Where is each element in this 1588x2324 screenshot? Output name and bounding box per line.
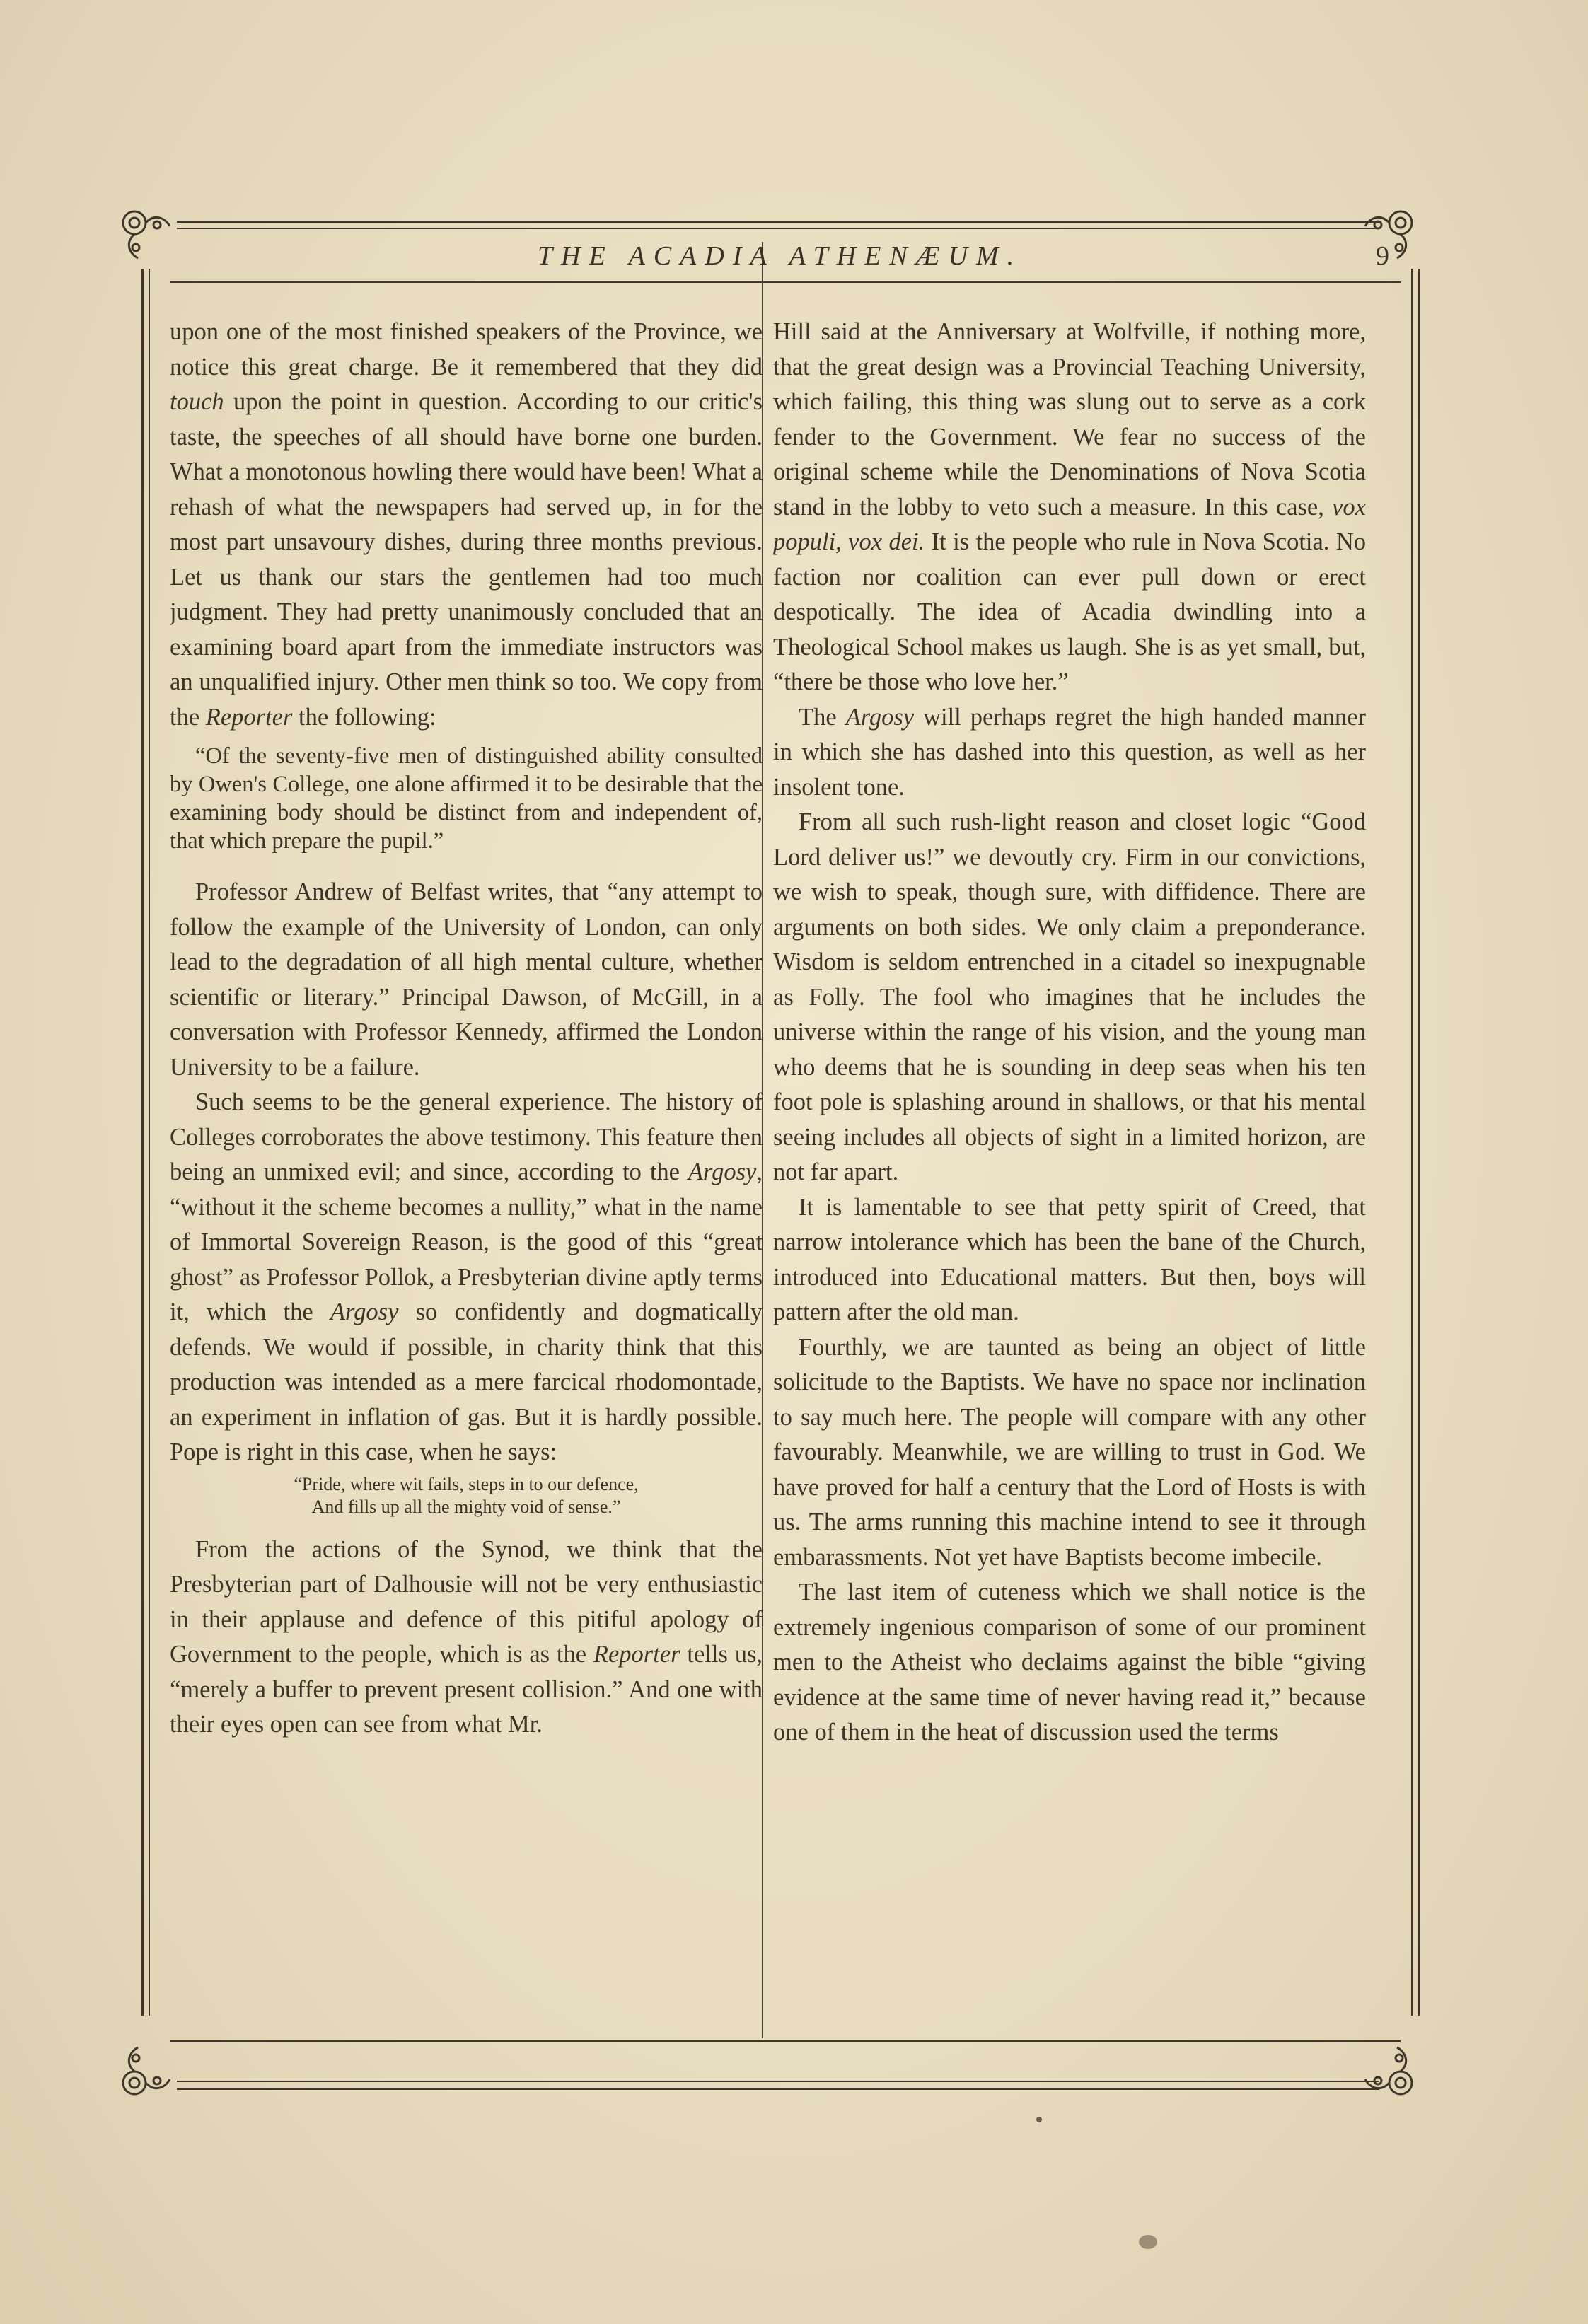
top-rule-inner — [177, 228, 1379, 229]
right-column — [773, 315, 1366, 2033]
block-quote: “Of the seventy-five men of distinguished ability consulted by Owen's College, one alone affirmed it to be desirable that the examining body should be distinct from and independent of, that which prepare the pupil.” — [170, 743, 763, 854]
running-head-title: THE ACADIA ATHENÆUM. — [538, 241, 1023, 271]
scroll-ornament-icon — [1351, 191, 1429, 269]
right-rule-inner — [1411, 269, 1413, 2016]
right-paragraph-4: It is lamentable to see that petty spirit of Creed, that narrow intolerance which has been the bane of the Church, introduced into Educational matters. But then, boys will pattern after the old man. — [773, 1193, 1366, 1325]
right-paragraph-5: Fourthly, we are taunted as being an object of little solicitude to the Baptists. We have no space nor inclination to say much here. The people will compare with any other favourably. Meanwhile, we are willing to trust in God. We have proved for half a century that the Lord of Hosts is with us. The arms running this machine intend to see it through embarassments. Not yet have Baptists become imbecile. — [773, 1333, 1366, 1571]
paper-speck — [1036, 2117, 1042, 2122]
left-paragraph-4: From the actions of the Synod, we think that the Presbyterian part of Dalhousie will not be very enthusiastic in their applause and defence of this pitiful apology of Government to the people, which is as the Reporter tells us, “merely a buffer to prevent present collision.” And one with their eyes open can see from what Mr. — [170, 1535, 763, 1738]
footer-rule — [170, 2040, 1401, 2042]
right-paragraph-1: Hill said at the Anniversary at Wolfville, if nothing more, that the great design was a Provincial Teaching University, which failing, this thing was slung out to serve as a cork fender to the Government. We fear no success of the original scheme while the Denominations of Nova Scotia stand in the lobby to veto such a measure. In this case, vox populi, vox dei. It is the people who rule in Nova Scotia. No faction nor coalition can ever pull down or erect despotically. The idea of Acadia dwindling into a Theological School makes us laugh. She is as yet small, but, “there be those who love her.” — [773, 318, 1366, 695]
scroll-ornament-icon — [106, 2037, 184, 2115]
verse-quote: “Pride, where wit fails, steps in to our defence, And fills up all the mighty void of sense.” — [294, 1473, 639, 1517]
header-rule — [170, 281, 1401, 283]
left-paragraph-3: Such seems to be the general experience. The history of Colleges corroborates the above testimony. This feature then being an unmixed evil; and since, according to the Argosy, “without it the scheme becomes a nullity,” what in the name of Immortal Sovereign Reason, is the good of this “great ghost” as Professor Pollok, a Presbyterian divine aptly terms it, which the Argosy so confidently and dogmatically defends. We would if possible, in charity think that this production was intended as a mere farcical rhodomontade, an experiment in inflation of gas. But it is hardly possible. Pope is right in this case, when he says: — [170, 1088, 763, 1465]
paper-speck — [1139, 2235, 1157, 2249]
page-number: 9 — [1376, 241, 1389, 271]
left-rule-outer — [141, 269, 144, 2016]
left-column — [170, 315, 763, 2033]
right-paragraph-3: From all such rush-light reason and closet logic “Good Lord deliver us!” we devoutly cry. Firm in our convictions, we wish to speak, though sure, with diffidence. There are arguments on both sides. We only claim a preponderance. Wisdom is seldom entrenched in a citadel so inexpugnable as Folly. The fool who imagines that he includes the universe within the range of his vision, and the young man who deems that he is sounding in deep seas when his ten foot pole is splashing around in shallows, or that his mental seeing includes all objects of sight in a limited horizon, are not far apart. — [773, 808, 1366, 1185]
right-paragraph-2: The Argosy will perhaps regret the high handed manner in which she has dashed into this question, as well as her insolent tone. — [773, 703, 1366, 801]
left-paragraph-2: Professor Andrew of Belfast writes, that “any attempt to follow the example of the University of London, can only lead to the degradation of all high mental culture, whether scientific or literary.” Principal Dawson, of McGill, in a conversation with Professor Kennedy, affirmed the London University to be a failure. — [170, 878, 763, 1081]
bottom-rule-outer — [177, 2088, 1379, 2090]
scroll-ornament-icon — [1351, 2037, 1429, 2115]
bottom-rule-inner — [177, 2081, 1379, 2082]
top-rule-outer — [177, 221, 1379, 223]
left-rule-inner — [149, 269, 150, 2016]
right-rule-outer — [1418, 269, 1420, 2016]
left-paragraph-1: upon one of the most finished speakers of the Province, we notice this great charge. Be it remembered that they did touch upon the point in question. According to our critic's taste, the speeches of all should have borne one burden. What a monotonous howling there would have been! What a rehash of what the newspapers had served up, in for the most part unsavoury dishes, during three months previous. Let us thank our stars the gentlemen had too much judgment. They had pretty unanimously concluded that an examining board apart from the immediate instructors was an unqualified injury. Other men think so too. We copy from the Reporter the following: — [170, 318, 763, 731]
scroll-ornament-icon — [106, 191, 184, 269]
right-paragraph-6: The last item of cuteness which we shall notice is the extremely ingenious comparison of some of our prominent men to the Atheist who declaims against the bible “giving evidence at the same time of never having read it,” because one of them in the heat of discussion used the terms — [773, 1579, 1366, 1745]
